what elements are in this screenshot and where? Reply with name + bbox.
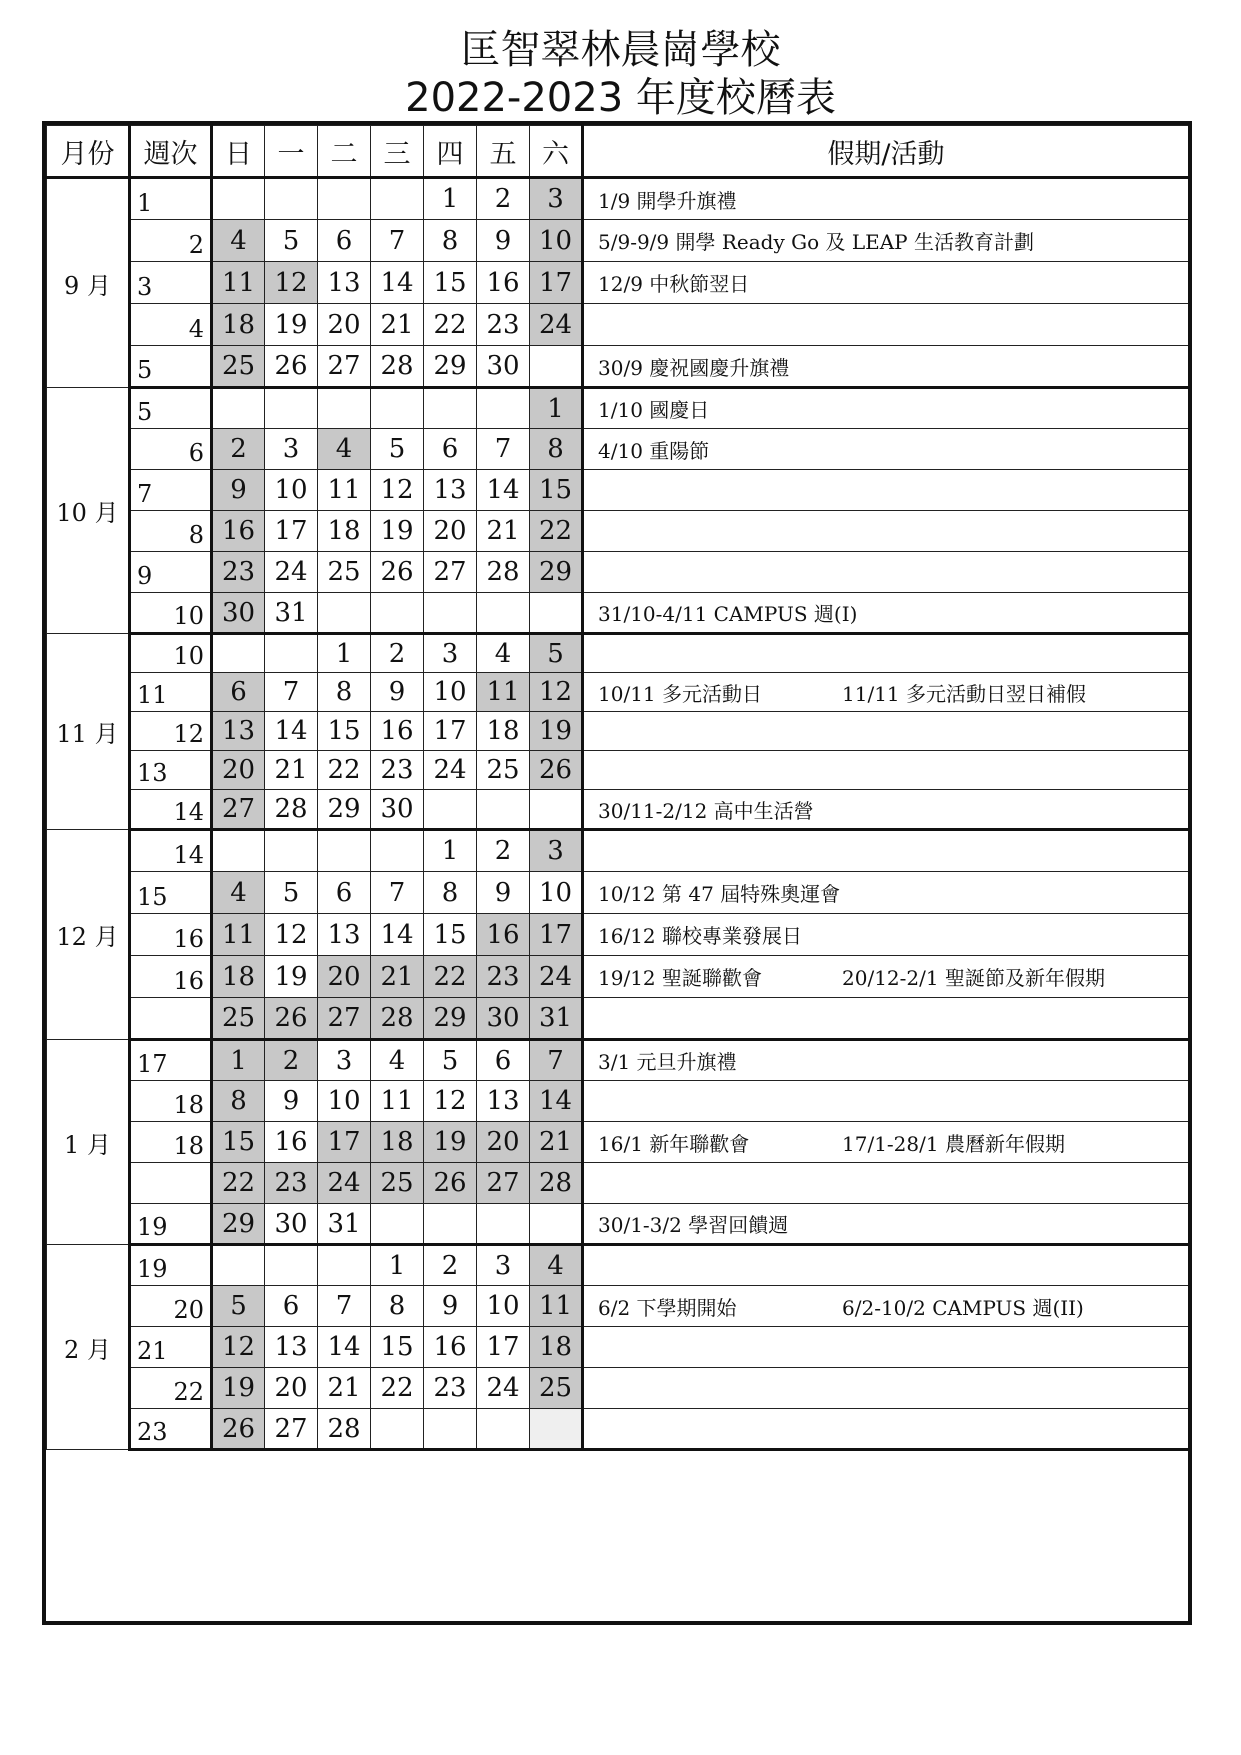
day-cell: 7: [371, 872, 424, 914]
day-cell: 11: [318, 470, 371, 511]
month-label: 11 月: [47, 634, 130, 830]
day-cell: 28: [318, 1409, 371, 1450]
day-cell: 12: [371, 470, 424, 511]
day-cell: 7: [477, 429, 530, 470]
day-cell: 25: [212, 998, 265, 1040]
day-cell: 4: [212, 872, 265, 914]
event-text: 16/12 聯校專業發展日: [598, 924, 802, 948]
week-number: 18: [130, 1081, 212, 1122]
week-number: 6: [130, 429, 212, 470]
day-cell: 21: [530, 1122, 583, 1163]
day-cell: 16: [477, 914, 530, 956]
day-cell: 2: [424, 1245, 477, 1286]
day-cell: 16: [424, 1327, 477, 1368]
week-number: 8: [130, 511, 212, 552]
day-cell: 1: [530, 388, 583, 429]
header-wed: 三: [371, 126, 424, 178]
day-cell: 1: [424, 178, 477, 220]
week-number: 4: [130, 304, 212, 346]
day-cell: 10: [477, 1286, 530, 1327]
day-cell: 14: [371, 914, 424, 956]
day-cell: 2: [265, 1040, 318, 1081]
day-cell: 12: [212, 1327, 265, 1368]
day-cell: 20: [318, 304, 371, 346]
day-cell: 12: [424, 1081, 477, 1122]
event-text-secondary: 6/2-10/2 CAMPUS 週(II): [842, 1295, 1084, 1320]
day-cell: 20: [318, 956, 371, 998]
day-cell: 26: [212, 1409, 265, 1450]
day-cell: 3: [424, 634, 477, 673]
day-cell: 6: [212, 673, 265, 712]
header-sun: 日: [212, 126, 265, 178]
week-number: 23: [130, 1409, 212, 1450]
day-cell: 10: [318, 1081, 371, 1122]
day-cell: 14: [371, 262, 424, 304]
day-cell: 21: [477, 511, 530, 552]
day-cell: 12: [265, 262, 318, 304]
event-text: 5/9-9/9 開學 Ready Go 及 LEAP 生活教育計劃: [598, 230, 1034, 254]
day-cell: 8: [318, 673, 371, 712]
day-cell: 2: [212, 429, 265, 470]
day-cell: 11: [212, 914, 265, 956]
week-number: 18: [130, 1122, 212, 1163]
event-text: 16/1 新年聯歡會: [598, 1131, 750, 1156]
month-label: 10 月: [47, 388, 130, 634]
day-cell: 11: [212, 262, 265, 304]
day-cell: 23: [265, 1163, 318, 1204]
day-cell: 25: [530, 1368, 583, 1409]
day-cell: 13: [318, 262, 371, 304]
calendar-frame: [42, 121, 1192, 1625]
day-cell: 6: [318, 220, 371, 262]
day-cell: 16: [265, 1122, 318, 1163]
week-number: 21: [130, 1327, 212, 1368]
day-cell: 14: [477, 470, 530, 511]
day-cell: 4: [212, 220, 265, 262]
day-cell: 8: [530, 429, 583, 470]
day-cell: 21: [371, 956, 424, 998]
day-cell: 14: [530, 1081, 583, 1122]
day-cell: 29: [318, 790, 371, 830]
header-tue: 二: [318, 126, 371, 178]
day-cell: 5: [265, 872, 318, 914]
day-cell: 18: [477, 712, 530, 751]
day-cell: 1: [318, 634, 371, 673]
event-text: 30/11-2/12 高中生活營: [598, 798, 814, 823]
day-cell: 26: [371, 552, 424, 593]
week-number: 14: [130, 790, 212, 830]
week-number: 10: [130, 634, 212, 673]
day-cell: 21: [371, 304, 424, 346]
day-cell: 11: [530, 1286, 583, 1327]
week-number: 19: [130, 1245, 212, 1286]
day-cell: 16: [477, 262, 530, 304]
day-cell: 17: [530, 914, 583, 956]
day-cell: 23: [212, 552, 265, 593]
day-cell: 29: [424, 998, 477, 1040]
day-cell: 24: [477, 1368, 530, 1409]
day-cell: 5: [530, 634, 583, 673]
event-text: 4/10 重陽節: [598, 438, 710, 463]
day-cell: 13: [424, 470, 477, 511]
header-month: 月份: [47, 126, 130, 178]
day-cell: 1: [212, 1040, 265, 1081]
week-number: 12: [130, 712, 212, 751]
day-cell: 22: [424, 304, 477, 346]
day-cell: 24: [318, 1163, 371, 1204]
day-cell: 8: [212, 1081, 265, 1122]
day-cell: 7: [530, 1040, 583, 1081]
day-cell: 4: [371, 1040, 424, 1081]
day-cell: 29: [424, 346, 477, 388]
day-cell: 30: [212, 593, 265, 634]
day-cell: 26: [424, 1163, 477, 1204]
day-cell: 9: [477, 872, 530, 914]
day-cell: 19: [265, 956, 318, 998]
day-cell: 4: [318, 429, 371, 470]
day-cell: 14: [265, 712, 318, 751]
day-cell: 29: [530, 552, 583, 593]
day-cell: 13: [318, 914, 371, 956]
week-number: 16: [130, 956, 212, 998]
day-cell: 31: [318, 1204, 371, 1245]
event-text: 12/9 中秋節翌日: [598, 272, 750, 296]
day-cell: 19: [424, 1122, 477, 1163]
day-cell: 6: [265, 1286, 318, 1327]
month-label: 2 月: [47, 1245, 130, 1450]
day-cell: 24: [530, 956, 583, 998]
day-cell: 22: [318, 751, 371, 790]
day-cell: 6: [477, 1040, 530, 1081]
day-cell: 5: [265, 220, 318, 262]
month-label: 1 月: [47, 1040, 130, 1245]
day-cell: 8: [424, 872, 477, 914]
day-cell: 19: [212, 1368, 265, 1409]
day-cell: 24: [530, 304, 583, 346]
week-number: 9: [130, 552, 212, 593]
day-cell: 25: [212, 346, 265, 388]
school-name: 匡智翠林晨崗學校: [460, 27, 781, 73]
day-cell: 14: [318, 1327, 371, 1368]
header-sat: 六: [530, 126, 583, 178]
calendar-title: 2022-2023 年度校曆表: [405, 75, 836, 121]
day-cell: 3: [530, 178, 583, 220]
week-number: 20: [130, 1286, 212, 1327]
day-cell: 4: [530, 1245, 583, 1286]
day-cell: 4: [477, 634, 530, 673]
header-events: 假期/活動: [583, 126, 1189, 178]
day-cell: 28: [371, 346, 424, 388]
week-number: 22: [130, 1368, 212, 1409]
day-cell: 3: [318, 1040, 371, 1081]
day-cell: 15: [424, 914, 477, 956]
day-cell: 2: [477, 830, 530, 872]
header-mon: 一: [265, 126, 318, 178]
day-cell: 23: [371, 751, 424, 790]
header-thu: 四: [424, 126, 477, 178]
day-cell: 20: [424, 511, 477, 552]
day-cell: 1: [424, 830, 477, 872]
day-cell: 27: [212, 790, 265, 830]
day-cell: 28: [371, 998, 424, 1040]
day-cell: 28: [530, 1163, 583, 1204]
day-cell: 15: [424, 262, 477, 304]
day-cell: 18: [371, 1122, 424, 1163]
day-cell: 15: [318, 712, 371, 751]
month-label: 9 月: [47, 178, 130, 388]
day-cell: 10: [265, 470, 318, 511]
day-cell: 26: [265, 346, 318, 388]
week-number: 17: [130, 1040, 212, 1081]
day-cell: 23: [477, 956, 530, 998]
day-cell: 31: [530, 998, 583, 1040]
day-cell: 26: [265, 998, 318, 1040]
week-number: 14: [130, 830, 212, 872]
day-cell: 3: [530, 830, 583, 872]
day-cell: 12: [265, 914, 318, 956]
day-cell: 11: [371, 1081, 424, 1122]
header-fri: 五: [477, 126, 530, 178]
day-cell: 15: [371, 1327, 424, 1368]
event-text: 30/9 慶祝國慶升旗禮: [598, 355, 790, 380]
day-cell: 20: [212, 751, 265, 790]
day-cell: 18: [318, 511, 371, 552]
event-text-secondary: 11/11 多元活動日翌日補假: [842, 681, 1086, 706]
event-text: 10/11 多元活動日: [598, 681, 762, 706]
day-cell: 25: [477, 751, 530, 790]
event-text: 10/12 第 47 屆特殊奧運會: [598, 882, 841, 906]
day-cell: 23: [424, 1368, 477, 1409]
month-label: 12 月: [47, 830, 130, 1040]
day-cell: 9: [424, 1286, 477, 1327]
day-cell: 7: [318, 1286, 371, 1327]
week-number: 2: [130, 220, 212, 262]
day-cell: 1: [371, 1245, 424, 1286]
day-cell: 27: [424, 552, 477, 593]
day-cell: 28: [477, 552, 530, 593]
day-cell: 21: [318, 1368, 371, 1409]
day-cell: 31: [265, 593, 318, 634]
event-text: 19/12 聖誕聯歡會: [598, 966, 762, 990]
week-number: 15: [130, 872, 212, 914]
event-text: 6/2 下學期開始: [598, 1295, 737, 1320]
day-cell: 9: [477, 220, 530, 262]
day-cell: 27: [265, 1409, 318, 1450]
day-cell: 19: [265, 304, 318, 346]
day-cell: 7: [371, 220, 424, 262]
day-cell: 27: [318, 346, 371, 388]
day-cell: 11: [477, 673, 530, 712]
day-cell: 6: [318, 872, 371, 914]
day-cell: 17: [530, 262, 583, 304]
day-cell: 10: [424, 673, 477, 712]
event-text: 3/1 元旦升旗禮: [598, 1050, 737, 1074]
week-number: 1: [130, 178, 212, 220]
day-cell: 2: [477, 178, 530, 220]
day-cell: 18: [212, 304, 265, 346]
day-cell: 23: [477, 304, 530, 346]
week-number: 3: [130, 262, 212, 304]
week-number: 5: [130, 388, 212, 429]
day-cell: 8: [424, 220, 477, 262]
day-cell: 5: [371, 429, 424, 470]
day-cell: 27: [318, 998, 371, 1040]
day-cell: 25: [318, 552, 371, 593]
day-cell: 22: [371, 1368, 424, 1409]
day-cell: 8: [371, 1286, 424, 1327]
day-cell: 7: [265, 673, 318, 712]
day-cell: 3: [477, 1245, 530, 1286]
week-number: 19: [130, 1204, 212, 1245]
day-cell: 5: [424, 1040, 477, 1081]
day-cell: 17: [477, 1327, 530, 1368]
day-cell: 28: [265, 790, 318, 830]
day-cell: 18: [530, 1327, 583, 1368]
day-cell: 12: [530, 673, 583, 712]
event-text-secondary: 20/12-2/1 聖誕節及新年假期: [842, 966, 1105, 990]
day-cell: 9: [371, 673, 424, 712]
day-cell: 17: [424, 712, 477, 751]
day-cell: 24: [265, 552, 318, 593]
day-cell: 20: [477, 1122, 530, 1163]
day-cell: 6: [424, 429, 477, 470]
day-cell: 9: [212, 470, 265, 511]
day-cell: 19: [530, 712, 583, 751]
day-cell: 15: [212, 1122, 265, 1163]
day-cell: 13: [265, 1327, 318, 1368]
day-cell: 21: [265, 751, 318, 790]
day-cell: 22: [424, 956, 477, 998]
event-text: 31/10-4/11 CAMPUS 週(I): [598, 602, 858, 626]
day-cell: 3: [265, 429, 318, 470]
week-number: 7: [130, 470, 212, 511]
day-cell: 18: [212, 956, 265, 998]
day-cell: 20: [265, 1368, 318, 1409]
day-cell: 13: [477, 1081, 530, 1122]
day-cell: 30: [265, 1204, 318, 1245]
day-cell: 30: [477, 998, 530, 1040]
week-number: 11: [130, 673, 212, 712]
day-cell: 9: [265, 1081, 318, 1122]
day-cell: 13: [212, 712, 265, 751]
day-cell: 16: [212, 511, 265, 552]
day-cell: 10: [530, 872, 583, 914]
day-cell: 22: [530, 511, 583, 552]
day-cell: 29: [212, 1204, 265, 1245]
day-cell: 30: [477, 346, 530, 388]
week-number: 5: [130, 346, 212, 388]
day-cell: 2: [371, 634, 424, 673]
event-text: 1/9 開學升旗禮: [598, 188, 737, 213]
event-text-secondary: 17/1-28/1 農曆新年假期: [842, 1131, 1065, 1156]
day-cell: 26: [530, 751, 583, 790]
day-cell: 19: [371, 511, 424, 552]
day-cell: 27: [477, 1163, 530, 1204]
week-number: 13: [130, 751, 212, 790]
day-cell: 25: [371, 1163, 424, 1204]
week-number: 10: [130, 593, 212, 634]
week-number: 16: [130, 914, 212, 956]
event-text: 30/1-3/2 學習回饋週: [598, 1213, 789, 1237]
event-text: 1/10 國慶日: [598, 398, 710, 422]
day-cell: 17: [265, 511, 318, 552]
day-cell: 30: [371, 790, 424, 830]
day-cell: 16: [371, 712, 424, 751]
day-cell: 22: [212, 1163, 265, 1204]
day-cell: 17: [318, 1122, 371, 1163]
day-cell: 5: [212, 1286, 265, 1327]
day-cell: 15: [530, 470, 583, 511]
day-cell: 24: [424, 751, 477, 790]
header-week: 週次: [130, 126, 212, 178]
day-cell: 10: [530, 220, 583, 262]
